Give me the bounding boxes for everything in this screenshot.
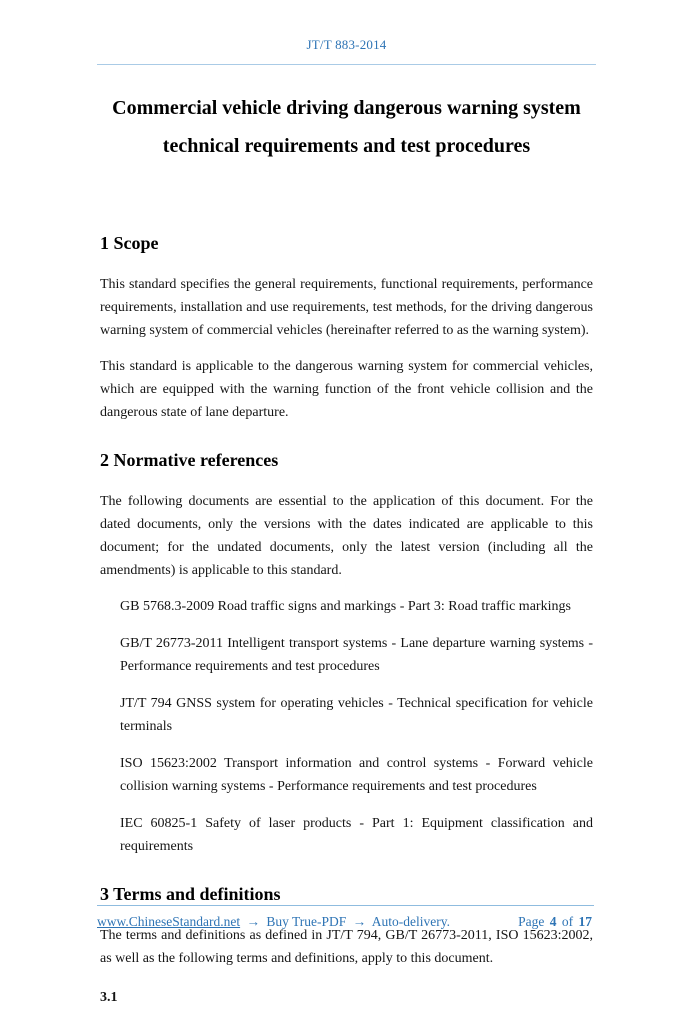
header-doc-number: JT/T 883-2014 (306, 37, 387, 52)
reference-item: GB/T 26773-2011 Intelligent transport systems - Lane departure warning systems - Performance requirements and test procedures (120, 636, 593, 674)
footer-delivery-text: Auto-delivery. (371, 914, 451, 929)
page-indicator (518, 914, 594, 930)
reference-item: IEC 60825-1 Safety of laser products - Part 1: Equipment classification and requirements (120, 816, 593, 854)
page-label: Page (518, 914, 545, 929)
section-heading-scope: 1 Scope (100, 233, 159, 253)
reference-item: ISO 15623:2002 Transport information and control systems - Forward vehicle collision warning systems - Performance requirements and test procedures (120, 756, 593, 794)
document-body (100, 231, 593, 1009)
page-header (97, 0, 596, 65)
reference-item: JT/T 794 GNSS system for operating vehicles - Technical specification for vehicle terminals (120, 696, 593, 734)
page-footer (97, 905, 594, 930)
document-title-line1: Commercial vehicle driving dangerous warning system (112, 97, 581, 119)
paragraph: This standard specifies the general requirements, functional requirements, performance requirements, installation and use requirements, test methods, for the driving dangerous warning system of commercial vehicles (hereinafter referred to as the warning system). (100, 277, 593, 338)
footer-buy-text: Buy True-PDF (266, 914, 347, 929)
document-title (0, 89, 693, 165)
footer-promo (97, 914, 450, 930)
arrow-right-icon: → (246, 914, 260, 929)
arrow-right-icon: → (352, 914, 367, 929)
reference-item: GB 5768.3-2009 Road traffic signs and markings - Part 3: Road traffic markings (120, 599, 571, 614)
section-heading-normative-references: 2 Normative references (100, 450, 279, 470)
section-heading-terms-and-definitions: 3 Terms and definitions (100, 884, 281, 904)
document-title-line2: technical requirements and test procedures (162, 135, 531, 157)
footer-site-link[interactable]: www.ChineseStandard.net (97, 914, 241, 929)
page-number: 4 (549, 914, 557, 929)
of-label: of (561, 914, 574, 929)
paragraph: The following documents are essential to the application of this document. For the dated documents, only the versions with the dates indicated are applicable to this document; for the undated documents, only the latest version (including all the amendments) is applicable to this standard. (100, 494, 593, 578)
page-total: 17 (578, 914, 592, 929)
paragraph: This standard is applicable to the dangerous warning system for commercial vehicles, which are equipped with the warning function of the front vehicle collision and the dangerous state of lane departure. (100, 359, 593, 420)
paragraph: The terms and definitions as defined in JT/T 794, GB/T 26773-2011, ISO 15623:2002, as well as the following terms and definitions, apply to this document. (100, 928, 593, 966)
subclause-number: 3.1 (100, 990, 118, 1005)
